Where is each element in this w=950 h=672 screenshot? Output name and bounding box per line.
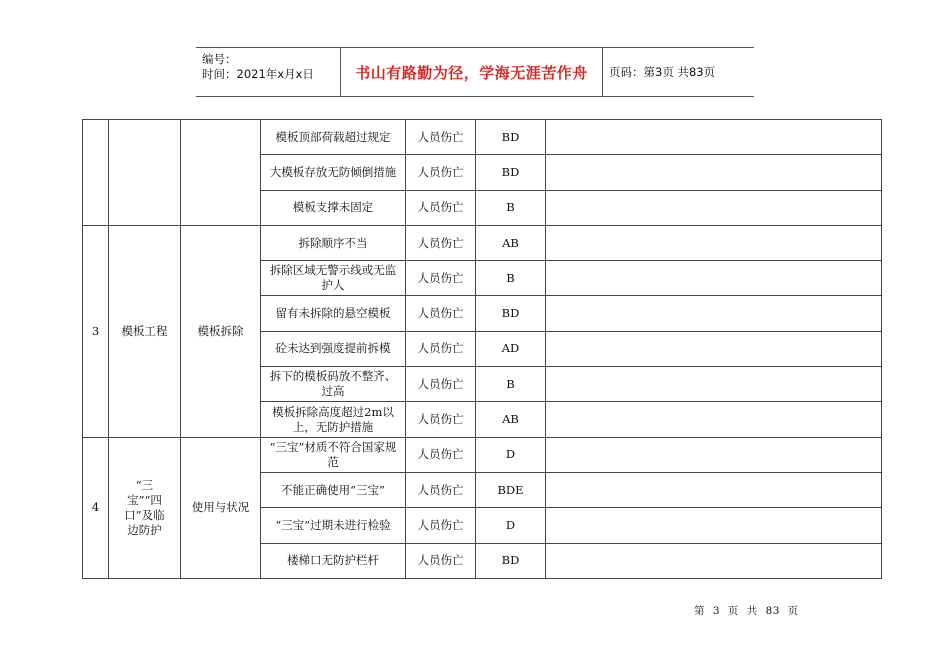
consequence-cell: 人员伤亡 [406,508,476,543]
consequence-cell: 人员伤亡 [406,367,476,402]
header-motto: 书山有路勤为径，学海无涯苦作舟 [355,63,588,82]
risk-level-cell: BD [476,543,546,578]
consequence-cell: 人员伤亡 [406,402,476,437]
consequence-cell: 人员伤亡 [406,331,476,366]
row-number-cell: 3 [83,225,109,437]
consequence-cell: 人员伤亡 [406,543,476,578]
consequence-cell: 人员伤亡 [406,261,476,296]
hazard-cell: 模板支撑未固定 [261,190,406,225]
note-cell [546,437,882,472]
category-cell [109,120,181,226]
hazard-cell: “三宝”过期未进行检验 [261,508,406,543]
hazard-cell: 砼未达到强度提前拆模 [261,331,406,366]
consequence-cell: 人员伤亡 [406,437,476,472]
category-cell: 模板工程 [109,225,181,437]
risk-level-cell: D [476,437,546,472]
hazard-cell: 大模板存放无防倾倒措施 [261,155,406,190]
consequence-cell: 人员伤亡 [406,296,476,331]
footer-gong: 共 [746,605,758,617]
note-cell [546,543,882,578]
risk-level-cell: D [476,508,546,543]
hazard-cell: 楼梯口无防护栏杆 [261,543,406,578]
footer-total-pages: 83 [765,605,780,617]
activity-cell: 使用与状况 [181,437,261,578]
activity-cell: 模板拆除 [181,225,261,437]
row-number-cell: 4 [83,437,109,578]
note-cell [546,225,882,260]
note-cell [546,367,882,402]
note-cell [546,402,882,437]
note-cell [546,472,882,507]
table-row [83,225,882,260]
hazard-cell: 模板顶部荷载超过规定 [261,120,406,155]
hazard-cell: 留有未拆除的悬空模板 [261,296,406,331]
header-meta [202,52,314,82]
category-cell: “三宝”“四口”及临边防护 [109,437,181,578]
row-number-cell [83,120,109,226]
footer-ye: 页 [787,605,799,617]
hazard-table [82,119,882,579]
footer-di: 第 [694,605,705,617]
risk-level-cell: BD [476,296,546,331]
consequence-cell: 人员伤亡 [406,155,476,190]
note-cell [546,120,882,155]
hazard-cell: 不能正确使用“三宝” [261,472,406,507]
note-cell [546,296,882,331]
risk-level-cell: BD [476,120,546,155]
risk-level-cell: B [476,367,546,402]
footer-ye: 页 [727,605,739,617]
risk-level-cell: AB [476,402,546,437]
document-time-label: 时间：2021年x月x日 [202,67,314,81]
risk-level-cell: B [476,190,546,225]
hazard-cell: “三宝”材质不符合国家规范 [261,437,406,472]
table-row [83,120,882,155]
risk-level-cell: BD [476,155,546,190]
header-divider [602,48,603,96]
risk-level-cell: AD [476,331,546,366]
document-number-label: 编号： [202,52,237,66]
risk-level-cell: B [476,261,546,296]
footer-page-number: 3 [712,605,721,617]
note-cell [546,261,882,296]
activity-cell [181,120,261,226]
risk-level-cell: BDE [476,472,546,507]
hazard-cell: 拆下的模板码放不整齐、过高 [261,367,406,402]
page-footer [692,603,801,618]
note-cell [546,155,882,190]
note-cell [546,331,882,366]
consequence-cell: 人员伤亡 [406,472,476,507]
header-page-info: 页码：第3页 共83页 [609,65,716,79]
hazard-cell: 拆除区域无警示线或无监护人 [261,261,406,296]
consequence-cell: 人员伤亡 [406,190,476,225]
table-row [83,437,882,472]
risk-level-cell: AB [476,225,546,260]
note-cell [546,190,882,225]
page-header [196,47,754,97]
consequence-cell: 人员伤亡 [406,120,476,155]
consequence-cell: 人员伤亡 [406,225,476,260]
hazard-cell: 模板拆除高度超过2m以上，无防护措施 [261,402,406,437]
note-cell [546,508,882,543]
hazard-cell: 拆除顺序不当 [261,225,406,260]
